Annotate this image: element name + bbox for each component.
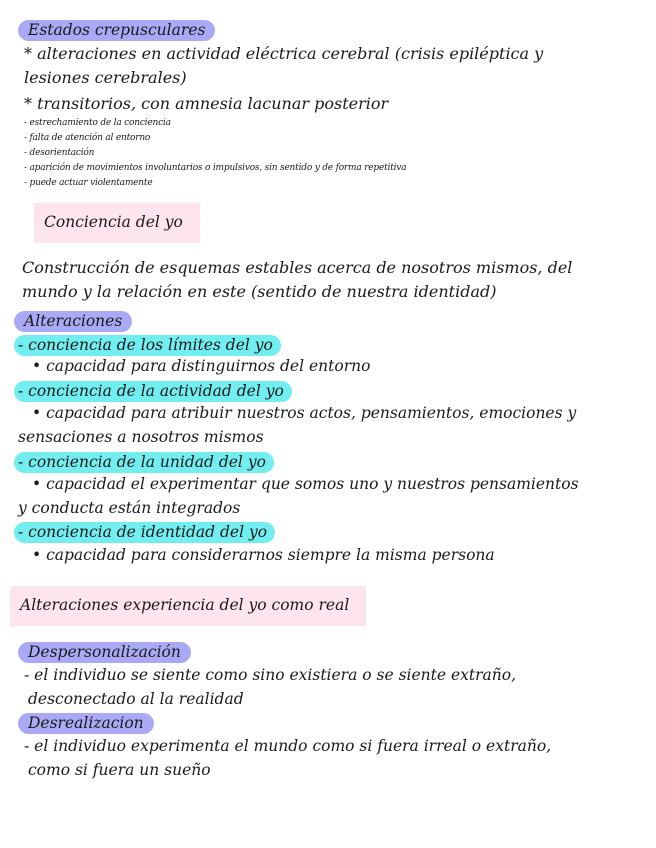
heading-despersonalizacion: Despersonalización bbox=[18, 642, 191, 663]
heading-experiencia-real: Alteraciones experiencia del yo como real bbox=[20, 596, 350, 614]
alteracion-title: - conciencia de la actividad del yo bbox=[14, 381, 292, 402]
small-list-item: - aparición de movimientos involuntarios o impulsivos, sin sentido y de forma repetitiva bbox=[24, 163, 407, 173]
definition-line: Construcción de esquemas estables acerca de nosotros mismos, del bbox=[22, 258, 573, 277]
small-list-item: - puede actuar violentamente bbox=[24, 178, 153, 188]
bullet-line: lesiones cerebrales) bbox=[24, 68, 187, 87]
small-list-item: - falta de atención al entorno bbox=[24, 133, 151, 143]
definition-line: mundo y la relación en este (sentido de nuestra identidad) bbox=[22, 282, 497, 301]
desrealizacion-desc: - el individuo experimenta el mundo como si fuera irreal o extraño, bbox=[24, 737, 552, 755]
alteracion-desc: • capacidad para atribuir nuestros actos, pensamientos, emociones y bbox=[32, 404, 577, 422]
alteracion-desc: y conducta están integrados bbox=[18, 499, 241, 517]
alteracion-title: - conciencia de los límites del yo bbox=[14, 335, 281, 356]
despersonalizacion-desc: desconectado al la realidad bbox=[28, 690, 244, 708]
desrealizacion-desc: como si fuera un sueño bbox=[28, 761, 211, 779]
alteracion-title: - conciencia de identidad del yo bbox=[14, 522, 275, 543]
bullet-line: * alteraciones en actividad eléctrica cerebral (crisis epiléptica y bbox=[24, 44, 544, 63]
despersonalizacion-desc: - el individuo se siente como sino existiera o se siente extraño, bbox=[24, 666, 516, 684]
heading-alteraciones: Alteraciones bbox=[14, 311, 132, 332]
small-list-item: - estrechamiento de la conciencia bbox=[24, 118, 171, 128]
small-list-item: - desorientación bbox=[24, 148, 95, 158]
heading-desrealizacion: Desrealizacion bbox=[18, 713, 154, 734]
heading-conciencia-del-yo: Conciencia del yo bbox=[44, 213, 183, 231]
alteracion-desc: • capacidad el experimentar que somos uno y nuestros pensamientos bbox=[32, 475, 579, 493]
bullet-line: * transitorios, con amnesia lacunar posterior bbox=[24, 94, 389, 113]
alteracion-title: - conciencia de la unidad del yo bbox=[14, 452, 274, 473]
alteracion-desc: • capacidad para considerarnos siempre la misma persona bbox=[32, 546, 495, 564]
heading-estados-crepusculares: Estados crepusculares bbox=[18, 20, 215, 41]
alteracion-desc: sensaciones a nosotros mismos bbox=[18, 428, 264, 446]
alteracion-desc: • capacidad para distinguirnos del entorno bbox=[32, 357, 371, 375]
